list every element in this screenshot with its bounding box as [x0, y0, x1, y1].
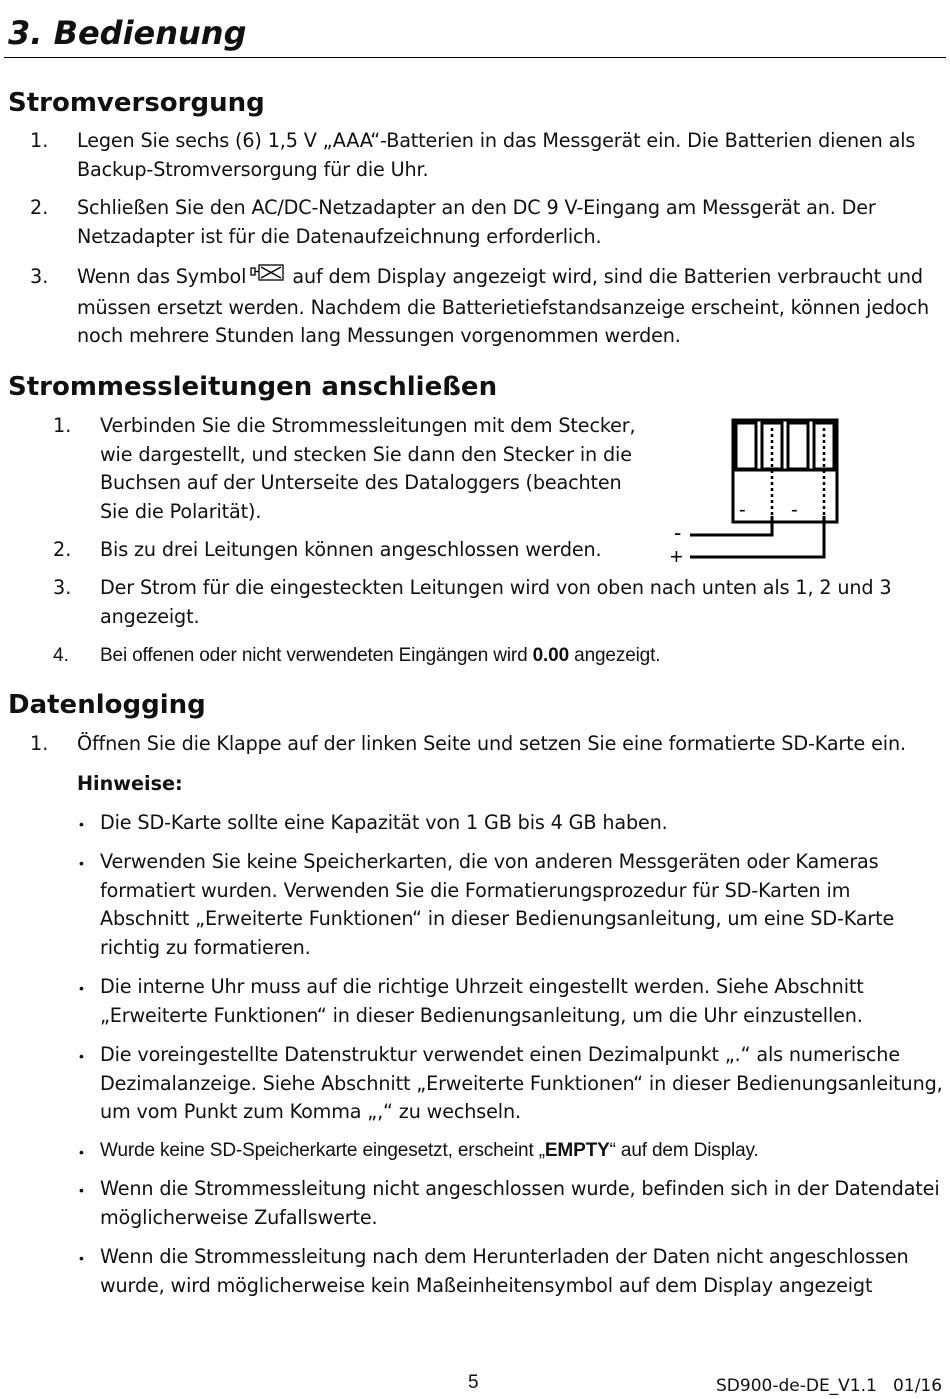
minus-label: -: [674, 520, 682, 545]
plus-label: +: [670, 544, 683, 568]
document-id: SD900-de-DE_V1.1 01/16: [716, 1376, 943, 1396]
list-item-text: Schließen Sie den AC/DC-Netzadapter an den DC 9 V-Eingang am Messgerät an. Der Netzadapter ist für die Datenaufzeichnung erforderlich.: [77, 196, 876, 248]
bullet-text: Verwenden Sie keine Speicherkarten, die von anderen Messgeräten oder Kameras formatiert wurden. Verwenden Sie die Formatierungsprozedur für SD-Karten im Abschnitt „Erweiterte Funktionen“ in dieser Bedienungsanleitung, um eine SD-Karte richtig zu formatieren.: [100, 850, 895, 959]
list-number: 3.: [53, 576, 72, 599]
list-number: 4.: [53, 645, 69, 666]
list-item-text: Wenn das Symbol auf dem Display angezeigt wird, sind die Batterien verbraucht und müssen ersetzt werden. Nachdem die Batterietiefstandsanzeige erscheint, können jedoch noch mehrere Stunden lang Messungen vorgenommen werden.: [77, 265, 930, 348]
list-item-text: Öffnen Sie die Klappe auf der linken Seite und setzen Sie eine formatierte SD-Karte ein.: [77, 732, 906, 755]
list-number: 3.: [30, 265, 49, 288]
list-item-text: Bei offenen oder nicht verwendeten Eingängen wird 0.00 angezeigt.: [100, 645, 661, 666]
bullet-text: Wurde keine SD-Speicherkarte eingesetzt, erscheint „EMPTY“ auf dem Display.: [100, 1140, 759, 1161]
section-title-strommessleitungen: Strommessleitungen anschließen: [8, 372, 498, 402]
connector-diagram: [665, 418, 840, 568]
chapter-title: 3. Bedienung: [8, 14, 247, 52]
battery-low-icon: [250, 263, 288, 294]
list-item-text: Bis zu drei Leitungen können angeschlossen werden.: [100, 538, 602, 561]
bullet-icon: •: [79, 980, 84, 996]
bullet-text: Wenn die Strommessleitung nach dem Herunterladen der Daten nicht angeschlossen wurde, wird möglicherweise kein Maßeinheitensymbol auf dem Display angezeigt: [100, 1245, 909, 1297]
list-item-text: Verbinden Sie die Strommessleitungen mit dem Stecker, wie dargestellt, und stecken Sie dann den Stecker in die Buchsen auf der Unterseite des Dataloggers (beachten Sie die Polarität).: [100, 414, 636, 523]
bullet-text: Wenn die Strommessleitung nicht angeschlossen wurde, befinden sich in der Datendatei möglicherweise Zufallswerte.: [100, 1177, 940, 1229]
bullet-text: Die SD-Karte sollte eine Kapazität von 1 GB bis 4 GB haben.: [100, 811, 668, 834]
page-number: 5: [468, 1372, 479, 1393]
bullet-icon: •: [79, 816, 84, 832]
bullet-icon: •: [79, 1250, 84, 1266]
bullet-text: Die interne Uhr muss auf die richtige Uhrzeit eingestellt werden. Siehe Abschnitt „Erweiterte Funktionen“ in dieser Bedienungsanleitung, um die Uhr einzustellen.: [100, 975, 864, 1027]
list-item-text: Legen Sie sechs (6) 1,5 V „AAA“-Batterien in das Messgerät ein. Die Batterien dienen als Backup-Stromversorgung für die Uhr.: [77, 129, 916, 181]
list-number: 1.: [30, 732, 49, 755]
bullet-icon: •: [79, 855, 84, 871]
list-number: 1.: [53, 414, 72, 437]
list-number: 1.: [30, 129, 49, 152]
list-number: 2.: [30, 196, 49, 219]
pin-label: -: [739, 499, 746, 521]
section-title-datenlogging: Datenlogging: [8, 690, 206, 720]
bullet-icon: •: [79, 1144, 84, 1160]
list-number: 2.: [53, 538, 72, 561]
title-rule: [4, 57, 946, 58]
list-item-text: Der Strom für die eingesteckten Leitungen wird von oben nach unten als 1, 2 und 3 angezeigt.: [100, 576, 892, 628]
notes-heading: Hinweise:: [77, 772, 183, 795]
bullet-icon: •: [79, 1048, 84, 1064]
section-title-stromversorgung: Stromversorgung: [8, 88, 265, 118]
pin-label: -: [791, 499, 798, 521]
bullet-text: Die voreingestellte Datenstruktur verwendet einen Dezimalpunkt „.“ als numerische Dezimalanzeige. Siehe Abschnitt „Erweiterte Funktionen“ in dieser Bedienungsanleitung, um vom Punkt zum Komma „,“ zu wechseln.: [100, 1043, 943, 1124]
bullet-icon: •: [79, 1182, 84, 1198]
